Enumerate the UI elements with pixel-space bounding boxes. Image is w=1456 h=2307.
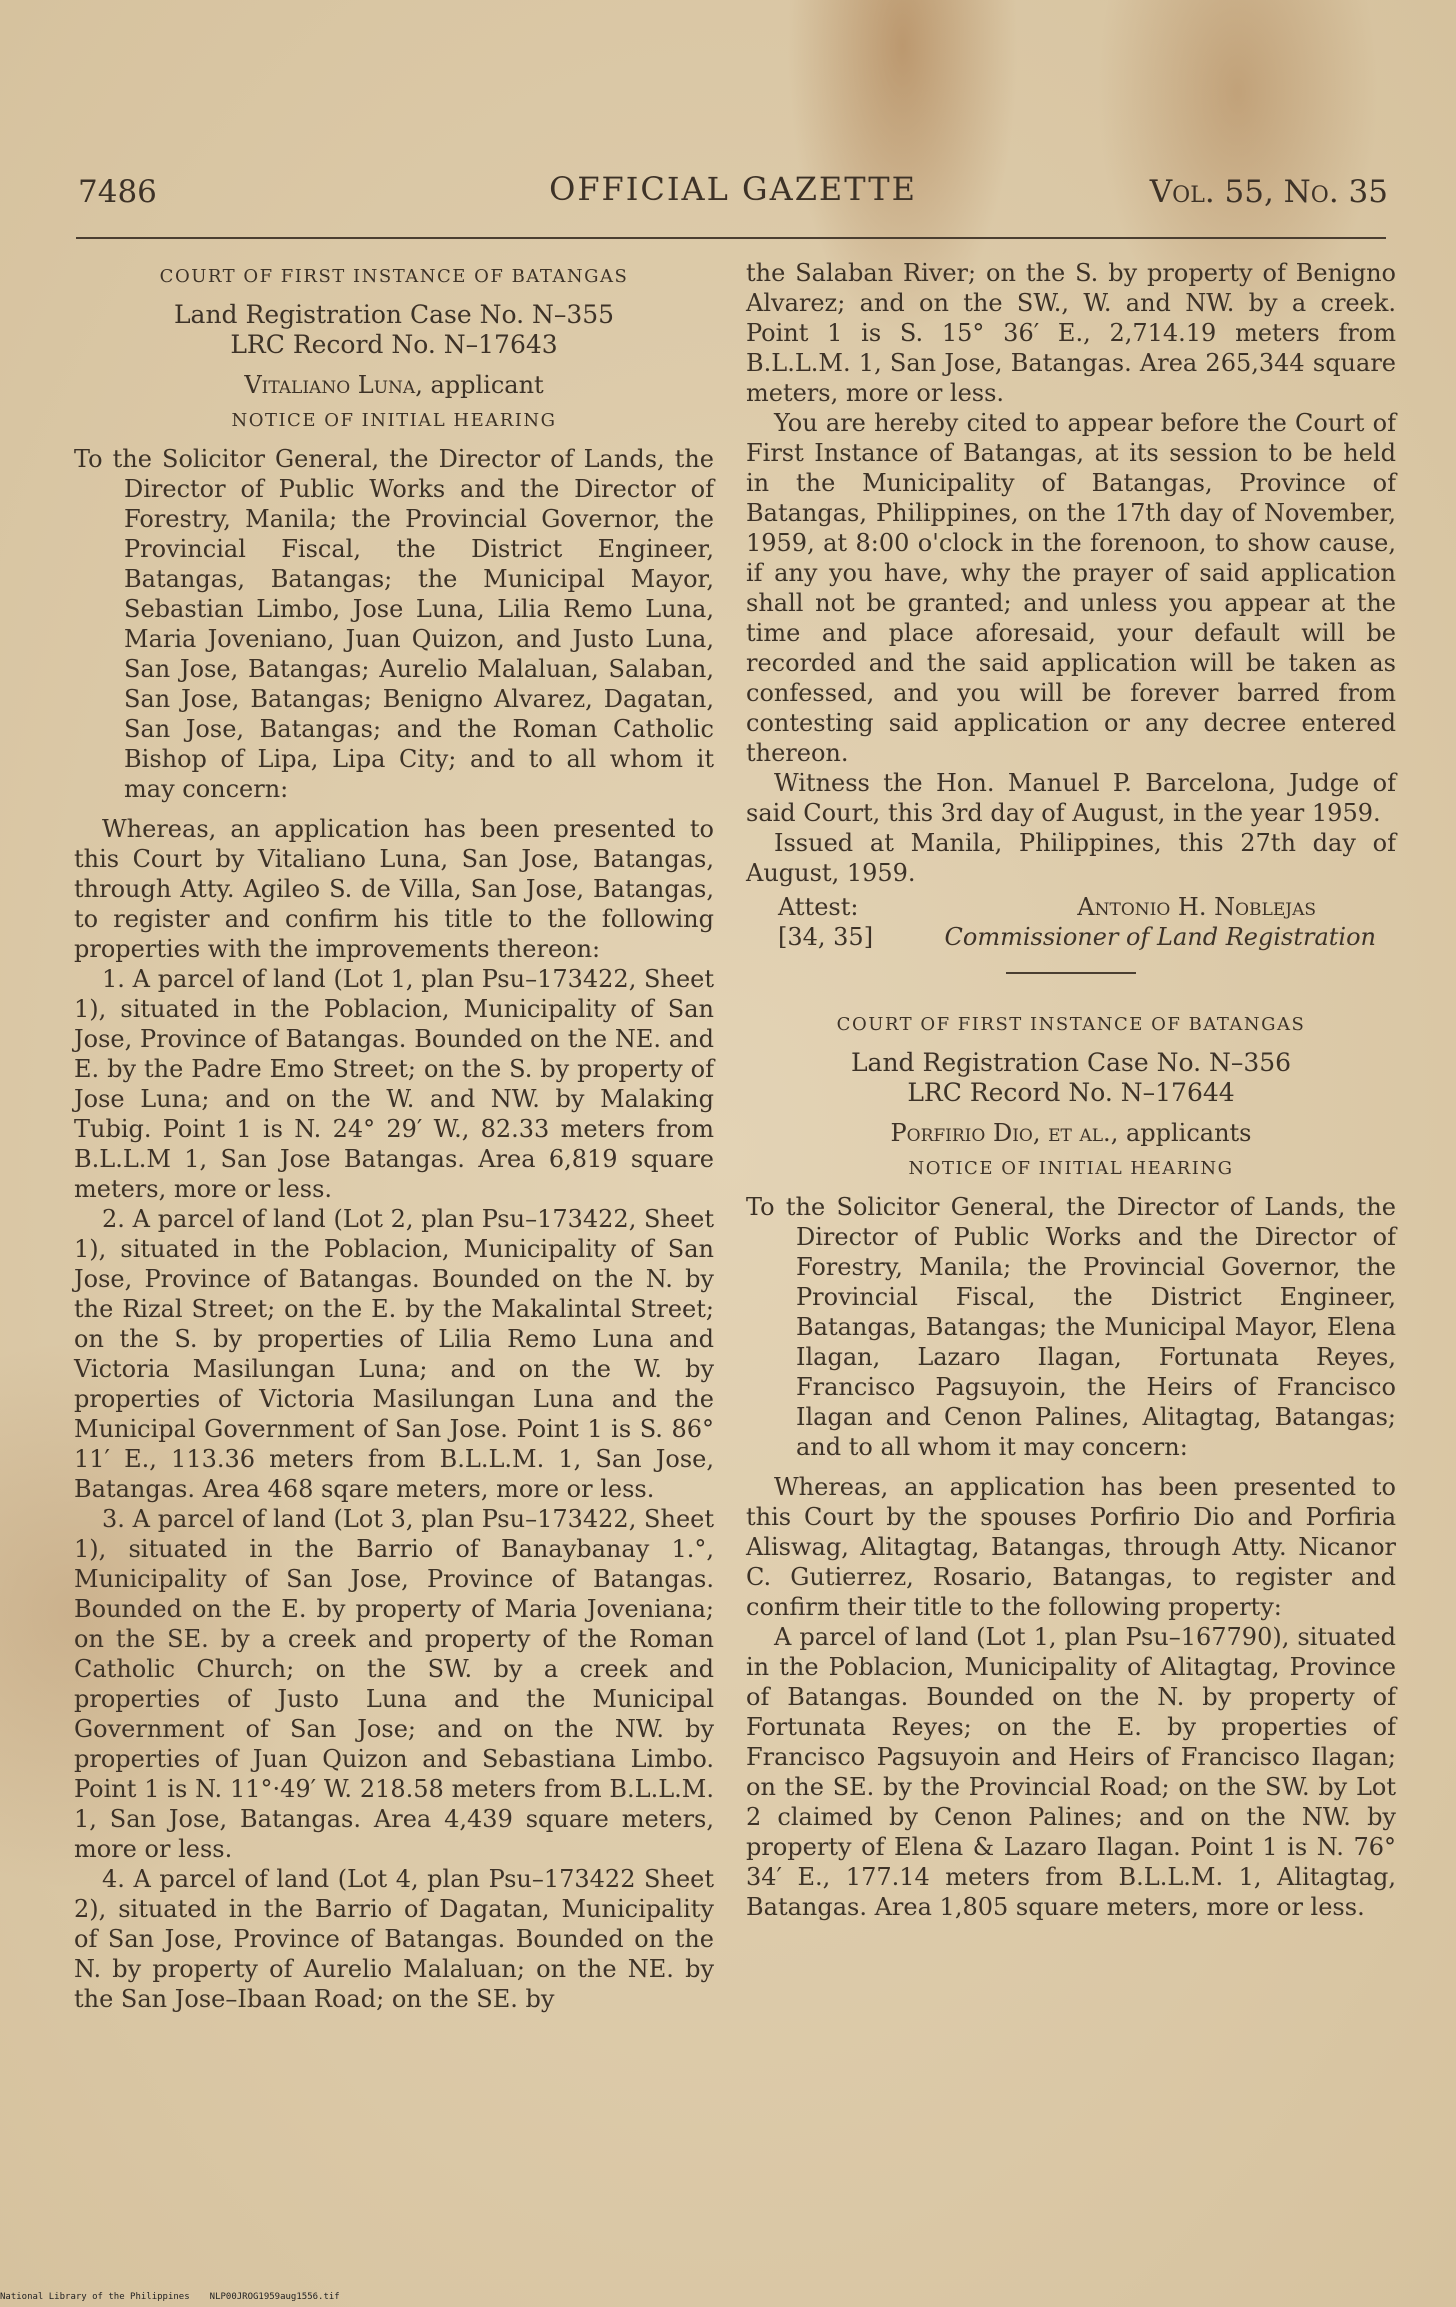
court-heading: COURT OF FIRST INSTANCE OF BATANGAS (159, 266, 629, 287)
court-heading-2: COURT OF FIRST INSTANCE OF BATANGAS (836, 1014, 1306, 1035)
attest-label: Attest: (778, 893, 859, 921)
applicant-suffix: , applicant (415, 371, 544, 399)
lot-4-paragraph: 4. A parcel of land (Lot 4, plan Psu–173422 Sheet 2), situated in the Barrio of Dagatan, Municipality of San Jose, Province of Batangas. Bounded on the N. by property of Aurelio Malaluan; on the NE. by the San Jose–Ibaan Road; on the SE. by (74, 1865, 714, 2013)
lrc-record: LRC Record No. N–17643 (230, 330, 558, 359)
lot-1-paragraph: 1. A parcel of land (Lot 1, plan Psu–173422, Sheet 1), situated in the Poblacion, Municipality of San Jose, Province of Batangas. Bounded on the NE. and E. by the Padre Emo Street; on the S. by property of Jose Luna; and on the W. and NW. by Malaking Tubig. Point 1 is N. 24° 29′ W., 82.33 meters from B.L.L.M 1, San Jose Batangas. Area 6,819 square meters, more or less. (74, 965, 714, 1203)
gazette-title: OFFICIAL GAZETTE (549, 170, 917, 208)
parcel-paragraph: A parcel of land (Lot 1, plan Psu–167790), situated in the Poblacion, Municipality of Alitagtag, Province of Batangas. Bounded on the N. by property of Fortunata Reyes; on the E. by properties of Francisco Pagsuyoin and Heirs of Francisco Ilagan; on the SE. by the Provincial Road; on the SW. by Lot 2 claimed by Cenon Palines; and on the NW. by property of Elena & Lazaro Ilagan. Point 1 is N. 76° 34′ E., 177.14 meters from B.L.L.M. 1, Alitagtag, Batangas. Area 1,805 square meters, more or less. (746, 1623, 1396, 1921)
whereas-paragraph-2: Whereas, an application has been presented to this Court by the spouses Porfirio Dio and Porfiria Aliswag, Alitagtag, Batangas, through Atty. Nicanor C. Gutierrez, Rosario, Batangas, to register and confirm their title to the following property: (746, 1473, 1396, 1621)
notice-title-2: NOTICE OF INITIAL HEARING (908, 1158, 1234, 1179)
applicant-suffix-2: , applicants (1110, 1119, 1252, 1147)
header-rule (76, 237, 1386, 239)
commissioner-title: Commissioner of Land Registration (944, 923, 1376, 951)
citation-paragraph: You are hereby cited to appear before the Court of First Instance of Batangas, at its session to be held in the Municipality of Batangas, Province of Batangas, Philippines, on the 17th day of November, 1959, at 8:00 o'clock in the forenoon, to show cause, if any you have, why the prayer of said application shall not be granted; and unless you appear at the time and place aforesaid, your default will be recorded and the said application will be taken as confessed, and you will be forever barred from contesting said application or any decree entered thereon. (746, 409, 1396, 767)
witness-paragraph: Witness the Hon. Manuel P. Barcelona, Judge of said Court, this 3rd day of August, in the year 1959. (746, 769, 1396, 827)
whereas-paragraph: Whereas, an application has been presented to this Court by Vitaliano Luna, San Jose, Batangas, through Atty. Agileo S. de Villa, San Jose, Batangas, to register and confirm his title to the following properties with the improvements thereon: (74, 815, 714, 963)
lot-2-paragraph: 2. A parcel of land (Lot 2, plan Psu–173422, Sheet 1), situated in the Poblacion, Municipality of San Jose, Province of Batangas. Bounded on the N. by the Rizal Street; on the E. by the Makalintal Street; on the S. by properties of Lilia Remo Luna and Victoria Masilungan Luna; and on the W. by properties of Victoria Masilungan Luna and the Municipal Government of San Jose. Point 1 is S. 86° 11′ E., 113.36 meters from B.L.L.M. 1, San Jose, Batangas. Area 468 sqare meters, more or less. (74, 1205, 714, 1503)
applicant-line-2 (746, 1118, 1396, 1148)
notice-separator (1006, 972, 1136, 974)
issued-paragraph: Issued at Manila, Philippines, this 27th day of August, 1959. (746, 829, 1396, 887)
addressees: To the Solicitor General, the Director of Lands, the Director of Public Works and the Director of Forestry, Manila; the Provincial Governor, the Provincial Fiscal, the District Engineer, Batangas, Batangas; the Municipal Mayor, Sebastian Limbo, Jose Luna, Lilia Remo Luna, Maria Joveniano, Juan Quizon, and Justo Luna, San Jose, Batangas; Aurelio Malaluan, Salaban, San Jose, Batangas; Benigno Alvarez, Dagatan, San Jose, Batangas; and the Roman Catholic Bishop of Lipa, Lipa City; and to all whom it may concern: (74, 445, 714, 803)
scan-footer (0, 2292, 360, 2302)
applicant-name-2: Porfirio Dio, et al. (890, 1119, 1111, 1147)
lot-3-paragraph: 3. A parcel of land (Lot 3, plan Psu–173422, Sheet 1), situated in the Barrio of Banaybanay 1.°, Municipality of San Jose, Province of Batangas. Bounded on the E. by property of Maria Joveniana; on the SE. by a creek and property of the Roman Catholic Church; on the SW. by a creek and properties of Justo Luna and the Municipal Government of San Jose; and on the NW. by properties of Juan Quizon and Sebastiana Limbo. Point 1 is N. 11°·49′ W. 218.58 meters from B.L.L.M. 1, San Jose, Batangas. Area 4,439 square meters, more or less. (74, 1505, 714, 1863)
attestation (746, 892, 1396, 950)
addressees-2: To the Solicitor General, the Director of Lands, the Director of Public Works and the Director of Forestry, Manila; the Provincial Governor, the Provincial Fiscal, the District Engineer, Batangas, Batangas; the Municipal Mayor, Elena Ilagan, Lazaro Ilagan, Fortunata Reyes, Francisco Pagsuyoin, the Heirs of Francisco Ilagan and Cenon Palines, Alitagtag, Batangas; and to all whom it may concern: (746, 1193, 1396, 1461)
applicant-line (74, 370, 714, 400)
right-column (746, 258, 1396, 1922)
volume-number: Vol. 55, No. 35 (1149, 174, 1388, 210)
lot-4-continuation: the Salaban River; on the S. by property of Benigno Alvarez; and on the SW., W. and NW. by a creek. Point 1 is S. 15° 36′ E., 2,714.19 meters from B.L.L.M. 1, San Jose, Batangas. Area 265,344 square meters, more or less. (746, 259, 1396, 407)
case-number: Land Registration Case No. N–355 (173, 300, 615, 329)
library-credit: National Library of the Philippines (0, 2292, 190, 2302)
issue-reference: [34, 35] (778, 923, 874, 951)
notice-title: NOTICE OF INITIAL HEARING (231, 410, 557, 431)
applicant-name: Vitaliano Luna (244, 371, 416, 399)
left-column (74, 258, 714, 2014)
case-number-2: Land Registration Case No. N–356 (850, 1048, 1292, 1077)
lrc-record-2: LRC Record No. N–17644 (907, 1078, 1235, 1107)
page-header (78, 170, 1388, 220)
page-number: 7486 (78, 174, 157, 210)
file-name: NLP00JROG1959aug1556.tif (209, 2292, 340, 2302)
commissioner-name: Antonio H. Noblejas (1077, 893, 1316, 921)
